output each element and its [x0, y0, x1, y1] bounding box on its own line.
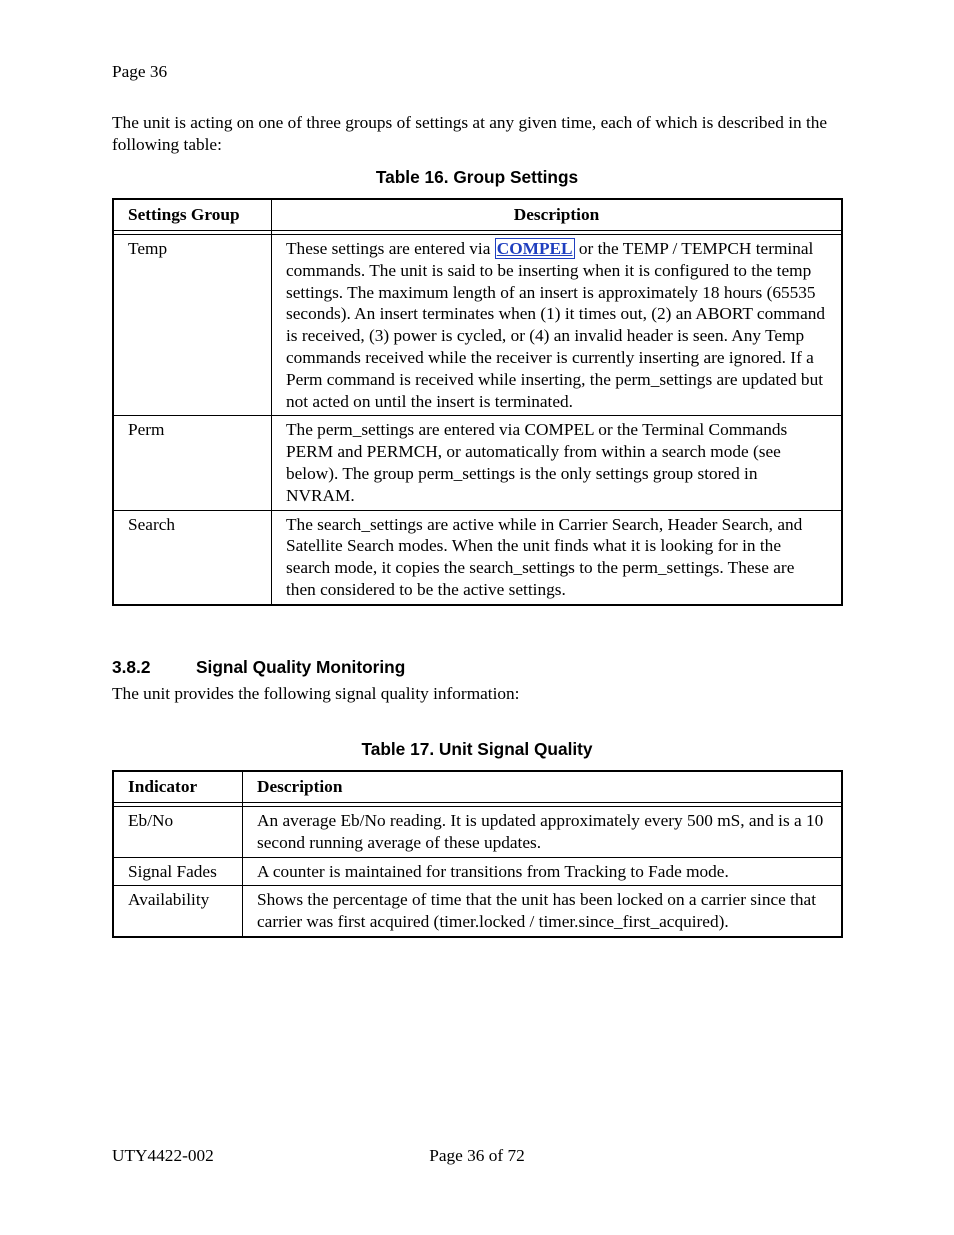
- table17-header-indicator: Indicator: [113, 771, 243, 803]
- group-settings-table: [112, 198, 843, 606]
- footer-doc-id: UTY4422-002: [112, 1146, 214, 1165]
- indicator-cell: Availability: [113, 886, 243, 937]
- table-row: [113, 416, 842, 510]
- table-row: [113, 807, 842, 858]
- description-text: or the TEMP / TEMPCH terminal commands. The unit is said to be inserting when it is configured to the temp settings. The maximum length of an insert is approximately 18 hours (65535 seconds). An insert terminates when (1) it times out, (2) an ABORT command is received, (3) power is cycled, or (4) an invalid header is seen. Any Temp commands received while the receiver is currently inserting are ignored. If a Perm command is received while inserting, the perm_settings are updated but not acted on until the insert is terminated.: [286, 239, 826, 411]
- signal-quality-table: [112, 770, 843, 938]
- page-number-header: Page 36: [112, 62, 168, 81]
- table-row: [113, 857, 842, 886]
- settings-group-cell: Perm: [113, 416, 272, 510]
- table16-header-settings-group: Settings Group: [113, 199, 272, 231]
- settings-group-cell: Search: [113, 510, 272, 605]
- description-text: These settings are entered via: [286, 239, 495, 258]
- section-intro-text: The unit provides the following signal quality information:: [112, 684, 520, 703]
- section-heading: [112, 657, 405, 678]
- table17-header-description: Description: [243, 771, 843, 803]
- footer-page-of: Page 36 of 72: [429, 1146, 525, 1165]
- description-cell: The perm_settings are entered via COMPEL or the Terminal Commands PERM and PERMCH, or automatically from within a search mode (see below). The group perm_settings is the only settings group stored in NVRAM.: [272, 416, 843, 510]
- section-number: 3.8.2: [112, 657, 151, 677]
- description-cell: The search_settings are active while in Carrier Search, Header Search, and Satellite Search modes. When the unit finds what it is looking for in the search mode, it copies the search_settings to the perm_settings. These are then considered to be the active settings.: [286, 514, 803, 599]
- compel-link[interactable]: COMPEL: [496, 239, 573, 258]
- description-cell: Shows the percentage of time that the unit has been locked on a carrier since that carrier was first acquired (timer.locked / timer.since_first_acquired).: [257, 890, 817, 932]
- intro-paragraph: The unit is acting on one of three groups of settings at any given time, each of which is described in the following table:: [112, 113, 828, 154]
- table-row: [113, 235, 842, 416]
- indicator-cell: Signal Fades: [113, 857, 243, 886]
- table-row: [113, 510, 842, 605]
- description-cell: [272, 235, 843, 416]
- description-cell: An average Eb/No reading. It is updated approximately every 500 mS, and is a 10 second running average of these updates.: [243, 807, 843, 858]
- table-row: [113, 886, 842, 937]
- table16-header-description: Description: [272, 199, 843, 231]
- section-title: Signal Quality Monitoring: [196, 657, 406, 677]
- table17-caption: Table 17. Unit Signal Quality: [361, 739, 593, 759]
- indicator-cell: Eb/No: [113, 807, 243, 858]
- settings-group-cell: Temp: [113, 235, 272, 416]
- table16-caption: Table 16. Group Settings: [375, 167, 579, 187]
- description-cell: A counter is maintained for transitions from Tracking to Fade mode.: [243, 857, 843, 886]
